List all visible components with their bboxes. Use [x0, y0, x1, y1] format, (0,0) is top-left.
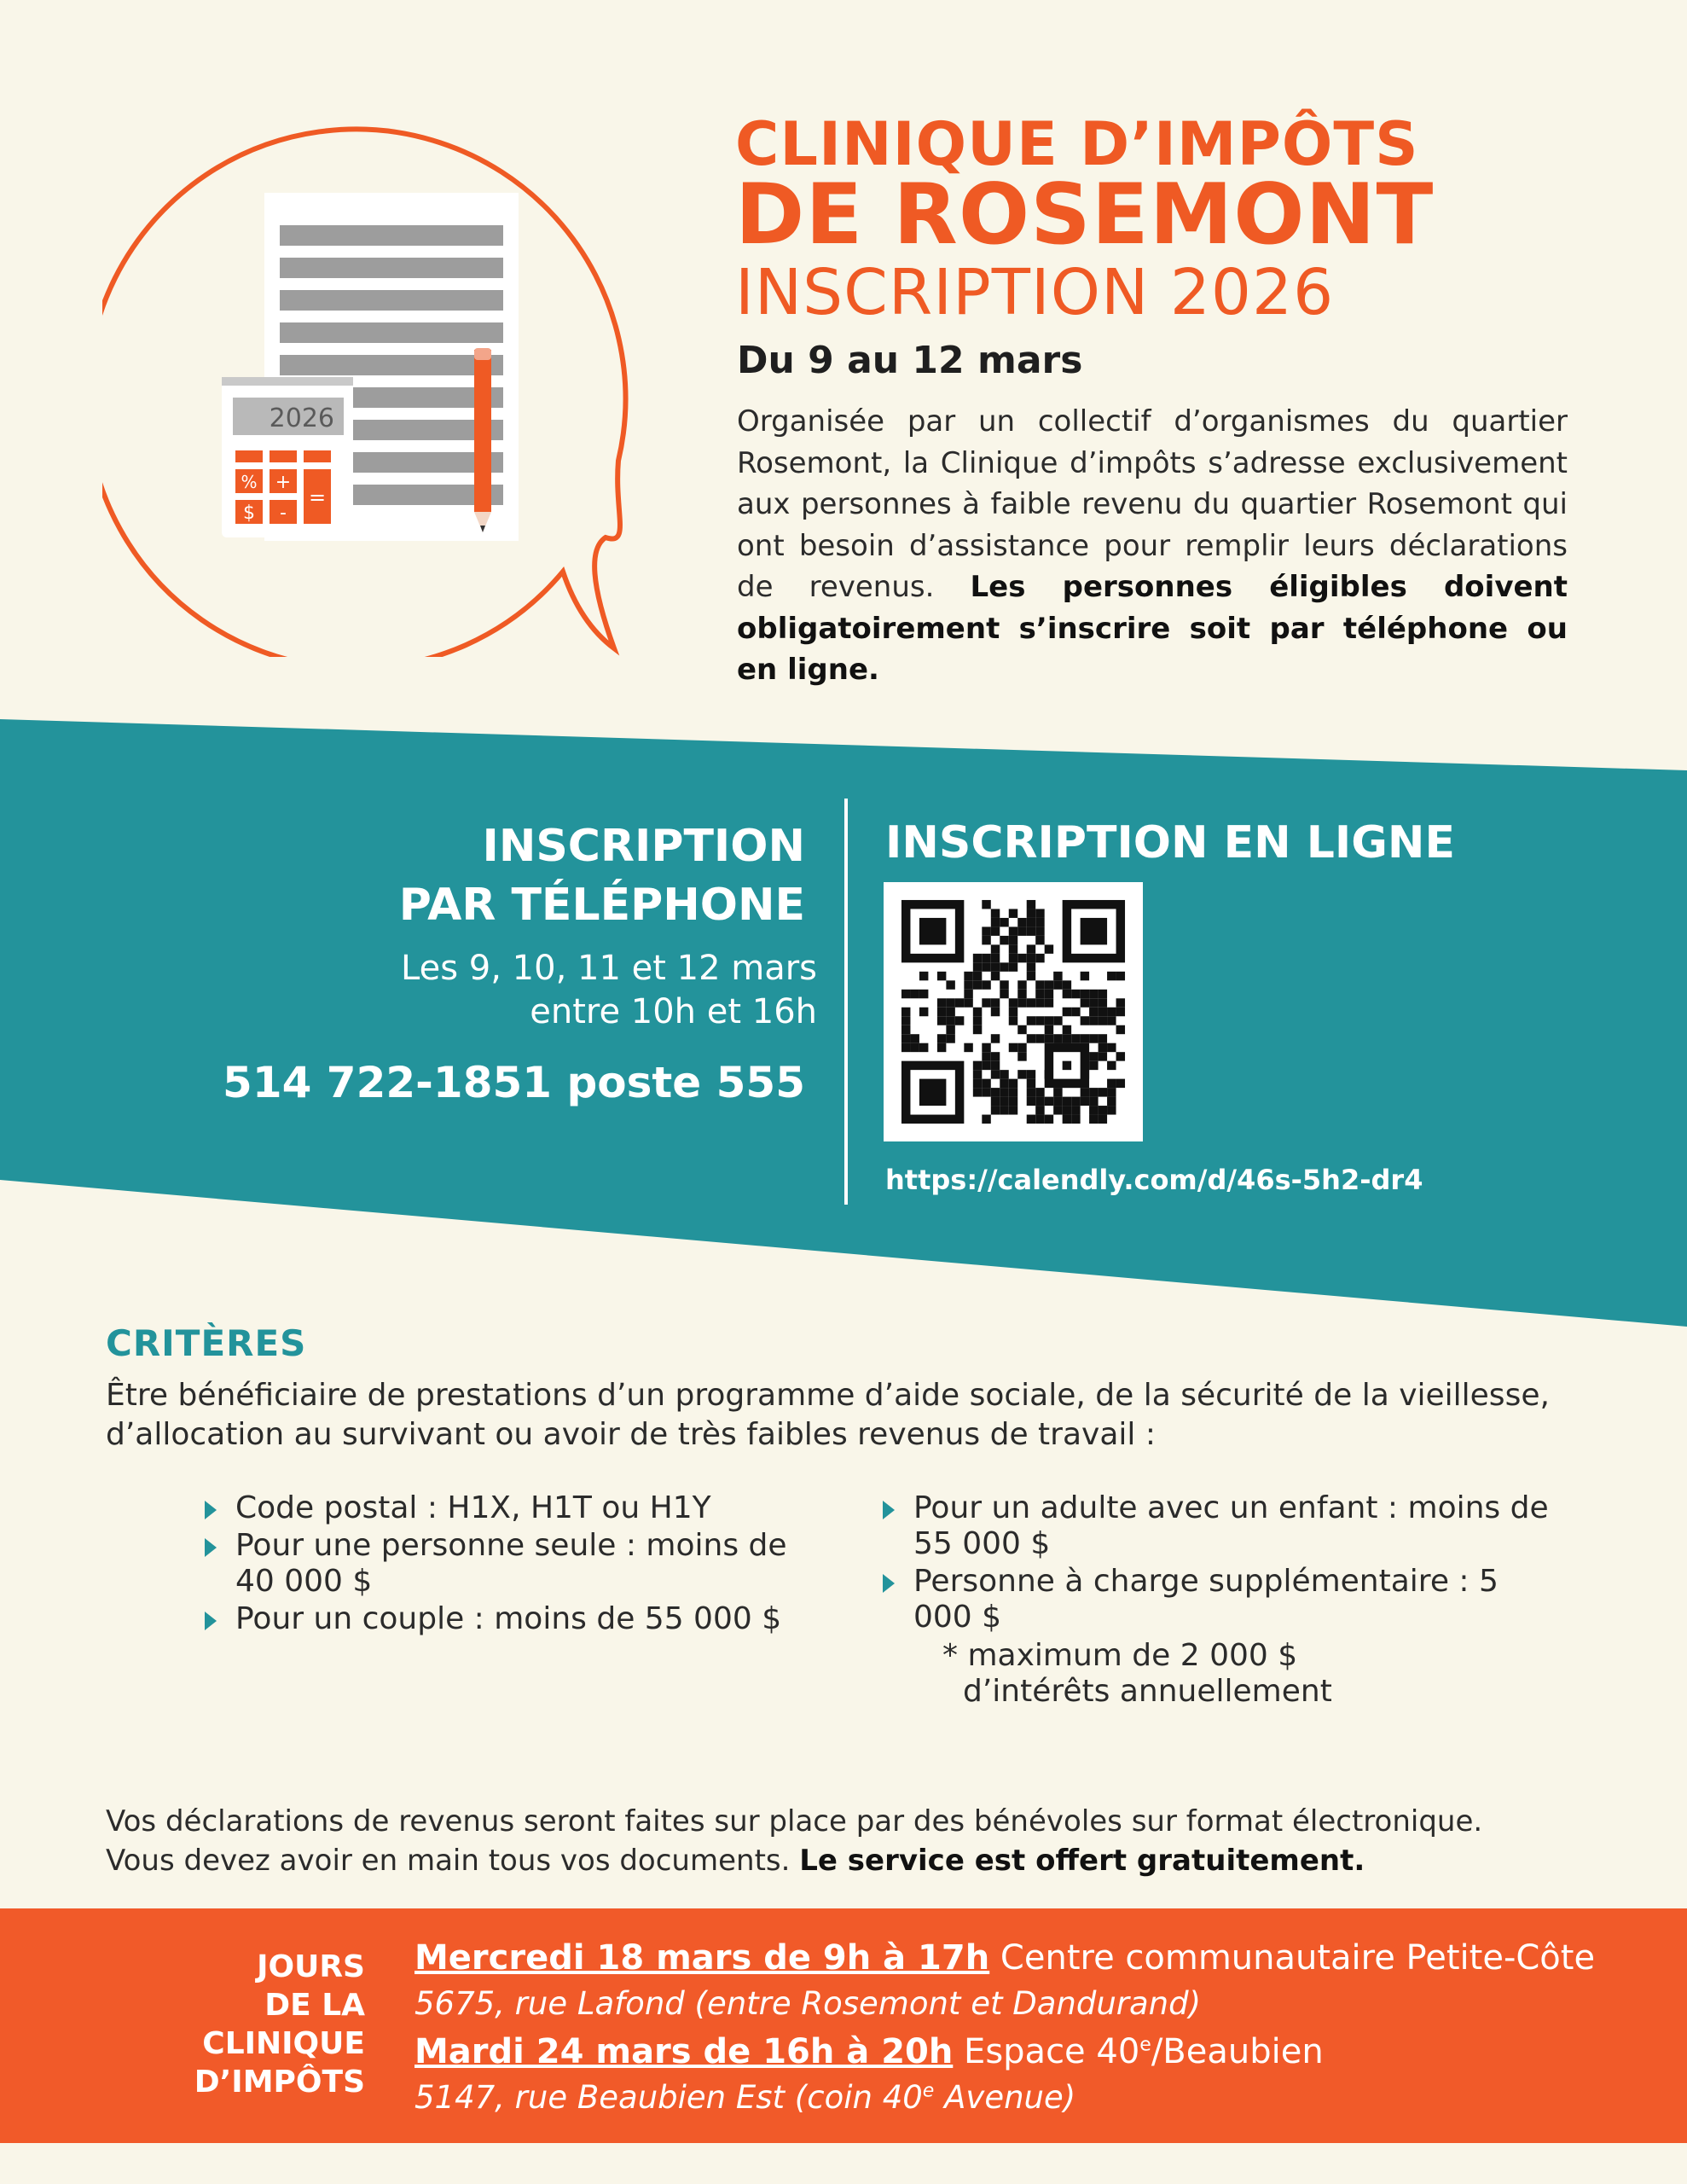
svg-text:+: + — [275, 472, 292, 493]
triangle-bullet-icon — [883, 1501, 895, 1519]
criteria-title: CRITÈRES — [106, 1322, 307, 1364]
svg-text:2026: 2026 — [269, 404, 334, 433]
note-bold: Le service est offert gratuitement. — [799, 1844, 1365, 1878]
triangle-bullet-icon — [205, 1501, 217, 1519]
registration-url-link[interactable]: https://calendly.com/d/46s-5h2-dr4 — [885, 1164, 1423, 1196]
svg-text:-: - — [280, 502, 287, 524]
tax-illustration — [102, 111, 648, 657]
triangle-bullet-icon — [205, 1612, 217, 1630]
phone-title-line1: INSCRIPTION — [482, 821, 805, 872]
triangle-bullet-icon — [205, 1538, 217, 1557]
criteria-intro: Être bénéficiaire de prestations d’un programme d’aide sociale, de la sécurité de la vieillesse, d’allocation au survivant ou avoir de très faibles revenus de travail : — [106, 1378, 1550, 1452]
clinic-day-2 — [415, 2032, 1324, 2071]
day2-place: Espace 40e/Beaubien — [964, 2032, 1324, 2071]
phone-title-line2: PAR TÉLÉPHONE — [398, 880, 805, 931]
list-item: Personne à charge supplémentaire : 5 000 $ — [883, 1564, 1565, 1635]
note-line1: Vos déclarations de revenus seront faites sur place par des bénévoles sur format électronique. — [106, 1804, 1483, 1838]
intro-bold: Les personnes éligibles doivent obligatoirement s’inscrire soit par téléphone ou en ligne. — [737, 570, 1568, 687]
day1-date: Mercredi 18 mars de 9h à 17h — [415, 1938, 990, 1978]
day1-address: 5675, rue Lafond (entre Rosemont et Dandurand) — [415, 1985, 1202, 2022]
day2-address: 5147, rue Beaubien Est (coin 40e Avenue) — [415, 2079, 1076, 2116]
list-item: Pour un couple : moins de 55 000 $ — [205, 1601, 819, 1637]
title-line2: DE ROSEMONT — [735, 166, 1435, 264]
note-line2: Vous devez avoir en main tous vos documents. Le service est offert gratuitement. — [106, 1844, 1365, 1878]
intro-paragraph — [737, 401, 1568, 691]
criteria-footnote — [942, 1638, 1332, 1710]
list-item: Pour une personne seule : moins de 40 000 $ — [205, 1528, 819, 1600]
svg-text:$: $ — [243, 502, 255, 524]
subtitle: INSCRIPTION 2026 — [735, 256, 1335, 329]
footnote-line1: * maximum de 2 000 $ — [942, 1638, 1298, 1673]
day1-place: Centre communautaire Petite-Côte — [1000, 1938, 1596, 1978]
title-line1: CLINIQUE D’IMPÔTS — [735, 109, 1419, 179]
day2-date: Mardi 24 mars de 16h à 20h — [415, 2032, 954, 2071]
phone-number[interactable]: 514 722-1851 poste 555 — [223, 1058, 805, 1107]
criteria-list-right — [883, 1490, 1565, 1637]
phone-registration-title — [399, 817, 805, 935]
qr-code-icon[interactable] — [884, 882, 1143, 1141]
calculator-icon — [222, 377, 353, 537]
service-note — [106, 1802, 1641, 1880]
online-registration-title: INSCRIPTION EN LIGNE — [885, 817, 1455, 868]
phone-days-line2: entre 10h et 16h — [530, 992, 817, 1031]
intro-text: Organisée par un collectif d’organismes du quartier Rosemont, la Clinique d’impôts s’adresse exclusivement aux personnes à faible revenu du quartier Rosemont qui ont besoin d’assistance pour remplir leurs déclarations de revenus. — [737, 404, 1568, 604]
footnote-line2: d’intérêts annuellement — [963, 1674, 1332, 1709]
clinic-day-1 — [415, 1938, 1595, 1978]
phone-registration-hours — [401, 947, 817, 1034]
phone-days-line1: Les 9, 10, 11 et 12 mars — [401, 949, 817, 988]
section-divider — [844, 799, 848, 1205]
list-item: Code postal : H1X, H1T ou H1Y — [205, 1490, 819, 1526]
registration-dates: Du 9 au 12 mars — [737, 339, 1083, 382]
triangle-bullet-icon — [883, 1574, 895, 1593]
pencil-icon — [474, 348, 491, 532]
svg-text:%: % — [241, 472, 258, 492]
criteria-list-left — [205, 1490, 819, 1639]
svg-text:=: = — [308, 485, 327, 509]
list-item: Pour un adulte avec un enfant : moins de 55 000 $ — [883, 1490, 1565, 1562]
clinic-days-label: JOURS DE LA CLINIQUE D’IMPÔTS — [194, 1949, 365, 2100]
